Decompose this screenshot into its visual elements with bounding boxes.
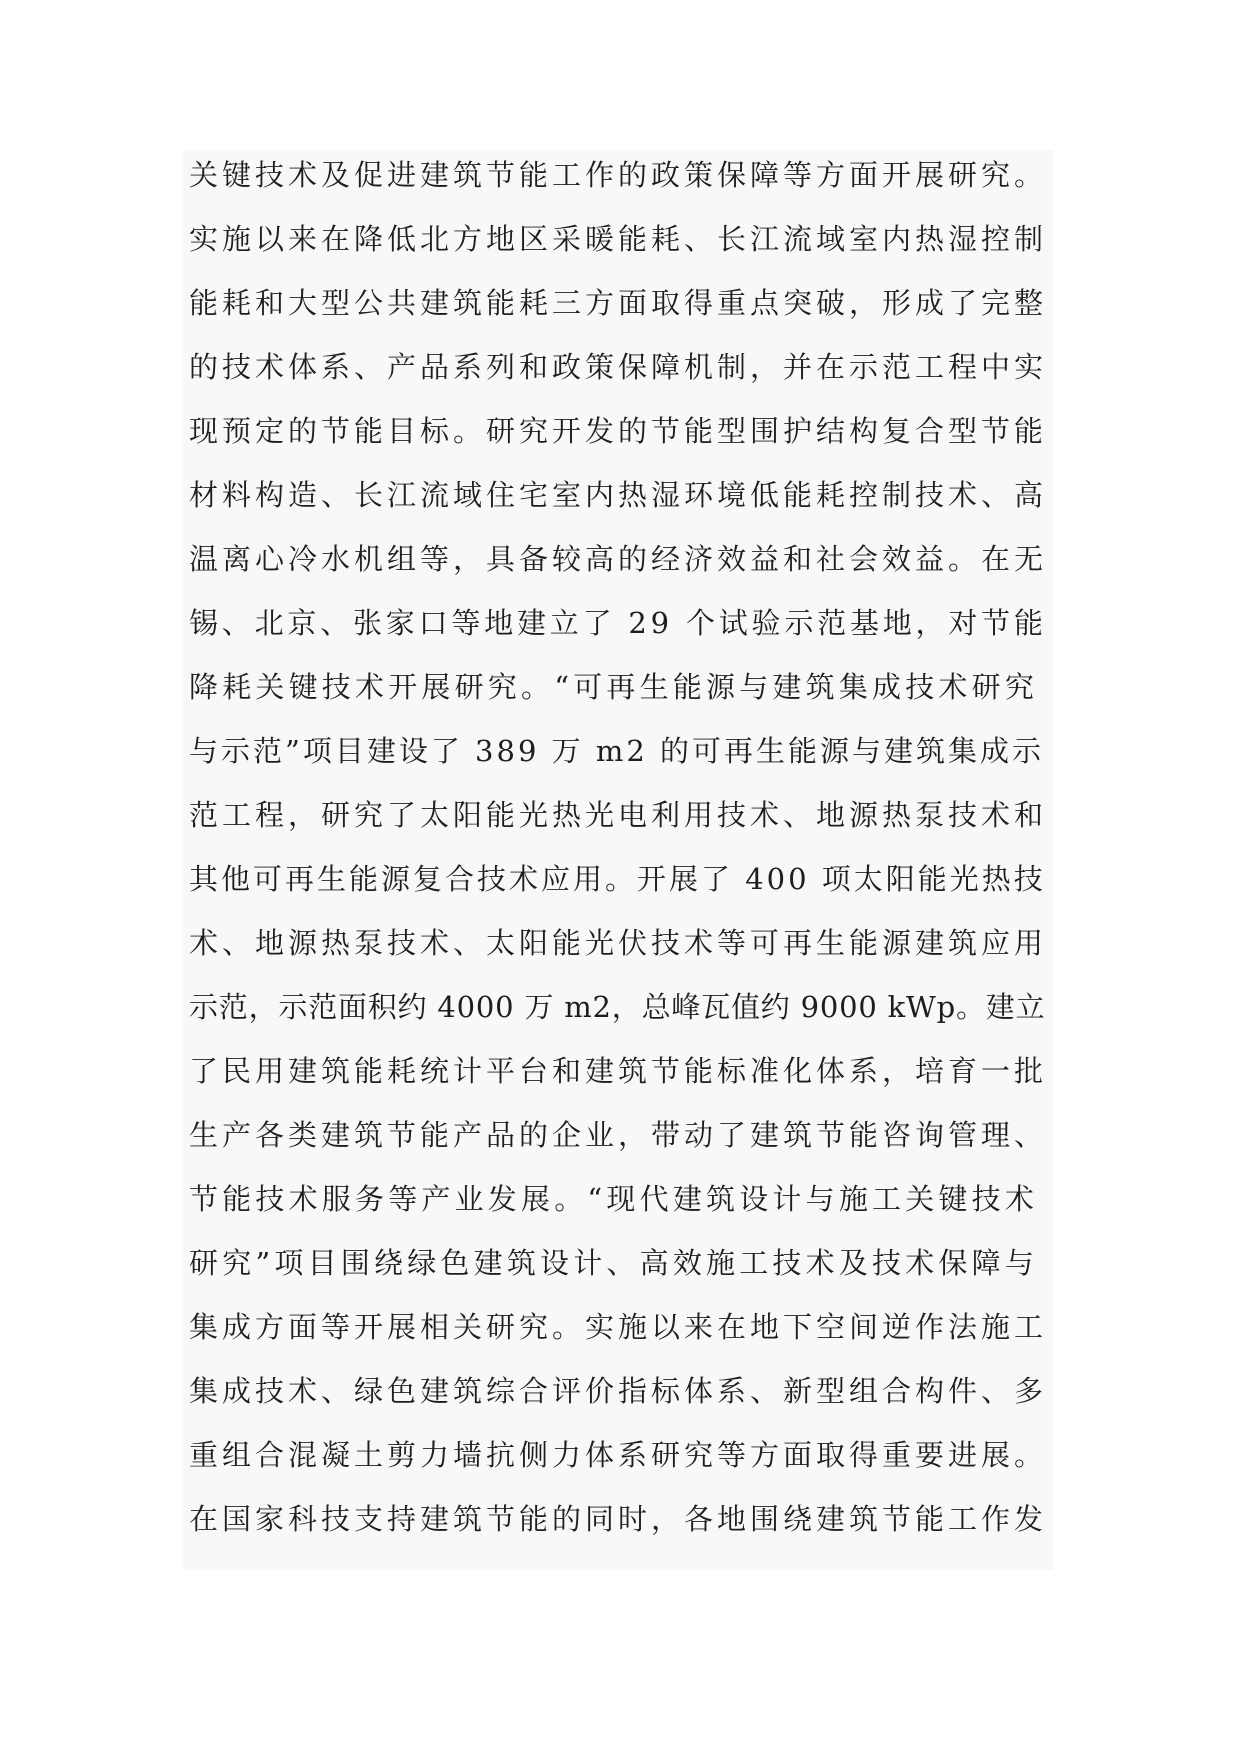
text-line: 了民用建筑能耗统计平台和建筑节能标准化体系，培育一批	[189, 1054, 1048, 1088]
text-line: 节能技术服务等产业发展。“现代建筑设计与施工关键技术	[189, 1182, 1039, 1216]
text-line: 实施以来在降低北方地区采暖能耗、长江流域室内热湿控制	[189, 222, 1048, 256]
text-line: 范工程，研究了太阳能光热光电利用技术、地源热泵技术和	[189, 798, 1048, 832]
text-line: 与示范”项目建设了 389 万 m2 的可再生能源与建筑集成示	[189, 734, 1045, 768]
text-line: 其他可再生能源复合技术应用。开展了 400 项太阳能光热技	[189, 862, 1046, 896]
text-line: 示范，示范面积约 4000 万 m2，总峰瓦值约 9000 kWp。建立	[189, 990, 1046, 1024]
text-line: 的技术体系、产品系列和政策保障机制，并在示范工程中实	[189, 350, 1048, 384]
text-line: 集成方面等开展相关研究。实施以来在地下空间逆作法施工	[189, 1310, 1048, 1344]
text-line: 研究”项目围绕绿色建筑设计、高效施工技术及技术保障与	[189, 1246, 1039, 1280]
text-line: 集成技术、绿色建筑综合评价指标体系、新型组合构件、多	[189, 1374, 1048, 1408]
text-line: 重组合混凝土剪力墙抗侧力体系研究等方面取得重要进展。	[189, 1438, 1048, 1472]
text-line: 关键技术及促进建筑节能工作的政策保障等方面开展研究。	[189, 158, 1048, 192]
text-line: 锡、北京、张家口等地建立了 29 个试验示范基地，对节能	[189, 606, 1047, 640]
text-line: 术、地源热泵技术、太阳能光伏技术等可再生能源建筑应用	[189, 926, 1048, 960]
text-line: 生产各类建筑节能产品的企业，带动了建筑节能咨询管理、	[189, 1118, 1048, 1152]
text-line: 温离心冷水机组等，具备较高的经济效益和社会效益。在无	[189, 542, 1048, 576]
text-line: 能耗和大型公共建筑能耗三方面取得重点突破，形成了完整	[189, 286, 1048, 320]
text-line: 降耗关键技术开展研究。“可再生能源与建筑集成技术研究	[189, 670, 1039, 704]
body-text	[183, 150, 1053, 1570]
text-line: 在国家科技支持建筑节能的同时，各地围绕建筑节能工作发	[189, 1502, 1048, 1536]
text-line: 材料构造、长江流域住宅室内热湿环境低能耗控制技术、高	[189, 478, 1048, 512]
text-line: 现预定的节能目标。研究开发的节能型围护结构复合型节能	[189, 414, 1048, 448]
